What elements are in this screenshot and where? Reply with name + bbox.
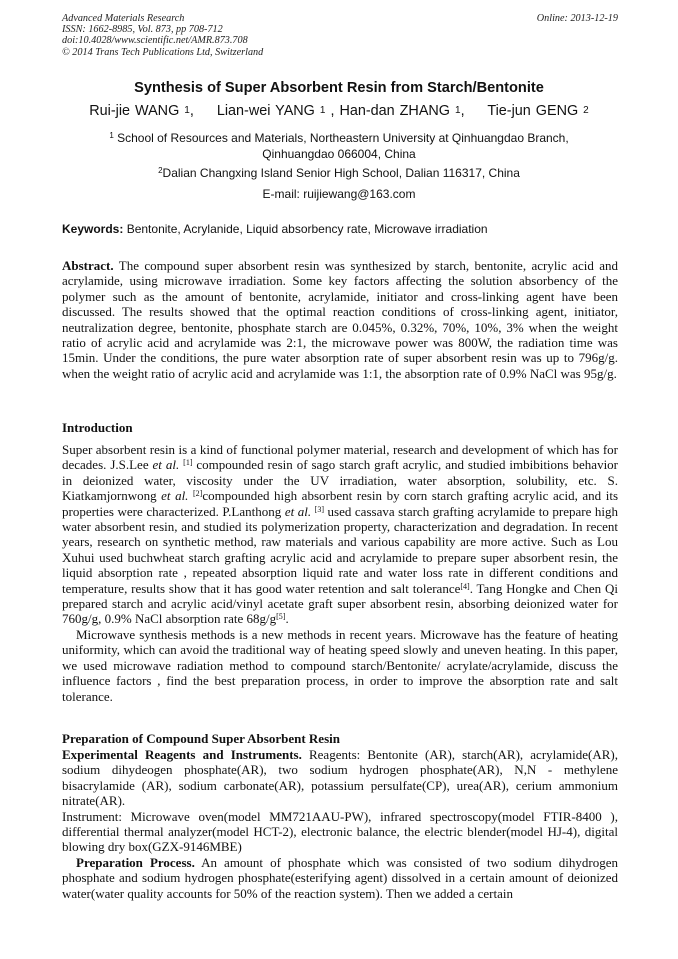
- keywords: [62, 222, 618, 236]
- intro-paragraph-1: Super absorbent resin is a kind of functional polymer material, research and development of which has for decades. J.S.Lee et al. [1] compounded resin of sago starch graft acrylic, and studied imbibitions behavior in deionized water, viscosity under the UV irradiation, water absorption, solubility, etc. S. Kiatkamjornwong et al. [2]compounded high absorbent resin by corn starch grafting acrylic acid, and its properties were characterized. P.Lanthong et al. [3] used cassava starch grafting acrylamide to prepare high water absorbent resin, and studied its polymerization property, characterization and degradation. In recent years, research on synthetic method, raw materials and various capability are more active. Such as Lou Xuhui used buchwheat starch grafting acrylic acid and acrylamide to prepare super absorbent resin, the liquid absorption rate , repeated absorption liquid rate and water loss rate in different conditions and temperature, results show that it has good water retention and salt tolerance[4]. Tang Hongke and Chen Qi prepared starch and acrylic acid/vinyl acetate graft super absorbent resin, absorbing deionized water for 760g/g, 0.9% NaCl absorption rate 68g/g[5].: [62, 442, 619, 627]
- journal-header: [62, 13, 618, 58]
- affil-line: Qinhuangdao 066004, China: [262, 147, 416, 161]
- abstract: [62, 258, 618, 381]
- affil-marker: 2: [158, 166, 163, 175]
- author-name: Rui-jie WANG: [89, 103, 180, 119]
- citation-3[interactable]: [3]: [314, 504, 324, 514]
- process-label: Preparation Process.: [76, 854, 195, 870]
- citation-5[interactable]: [5]: [276, 612, 286, 622]
- affiliation-1: [0, 130, 678, 162]
- reagents-label: Experimental Reagents and Instruments.: [62, 747, 302, 762]
- process-paragraph: Preparation Process. An amount of phosphate which was consisted of two sodium dihydrogen phosphate and sodium hydrogen phosphate(esterifying agent) dissolved in a certain amount of deionized water(water quality accounts for 50% of the reaction system). Then we added a certain: [62, 854, 618, 901]
- author-affil-marker: 2: [583, 105, 589, 116]
- author-name: Tie-jun GENG: [487, 103, 579, 119]
- journal-name: Advanced Materials Research: [62, 13, 185, 24]
- author-affil-marker: 1: [455, 105, 461, 116]
- citation-1[interactable]: [1]: [183, 458, 193, 468]
- paper-title: Synthesis of Super Absorbent Resin from Starch/Bentonite: [134, 80, 544, 96]
- author-affil-marker: 1: [319, 105, 326, 116]
- section-heading-introduction: Introduction: [62, 420, 133, 435]
- affil-line: School of Resources and Materials, Northeastern University at Qinhuangdao Branch,: [117, 131, 569, 145]
- section-heading-preparation: Preparation of Compound Super Absorbent Resin: [62, 731, 340, 746]
- affiliation-2: [0, 165, 678, 181]
- keywords-label: Keywords:: [62, 222, 124, 236]
- abstract-label: Abstract.: [62, 258, 114, 273]
- author-list: Rui-jie WANG $^1$, Lian-wei YANG $^1$ , Han-dan ZHANG $^1$, Tie-jun GENG $^2$: [89, 103, 589, 119]
- keywords-text: Bentonite, Acrylanide, Liquid absorbency rate, Microwave irradiation: [126, 222, 488, 236]
- online-date: Online: 2013-12-19: [536, 13, 618, 24]
- preparation-body: [62, 747, 618, 901]
- journal-copyright: © 2014 Trans Tech Publications Ltd, Switzerland: [62, 46, 264, 58]
- affil-marker: 1: [109, 131, 114, 140]
- intro-paragraph-2: Microwave synthesis methods is a new methods in recent years. Microwave has the feature of heating uniformity, which can avoid the traditional way of heating speed slowly and uneven heating. In this paper, we used microwave radiation method to compound starch/Bentonite/ acrylate/acrylamide, discuss the influence factors , find the best preparation process, in order to improve the absorption rate and salt tolerance.: [62, 626, 618, 704]
- introduction-body: [62, 442, 618, 704]
- citation-2[interactable]: [2]: [192, 489, 203, 499]
- corresponding-email: E-mail: ruijiewang@163.com: [262, 187, 416, 201]
- author-affil-marker: 1: [184, 105, 190, 116]
- reagents-paragraph: Experimental Reagents and Instruments. Reagents: Bentonite (AR), starch(AR), acrylamide(AR), sodium dihydeogen phosphate(AR), two sodium hydrogen phosphate(AR), N,N - methylene bisacrylamide (AR), sodium carbonate(AR), potassium persulfate(CP), urea(AR), cerium ammonium nitrate(AR).: [62, 747, 618, 809]
- author-name: Lian-wei YANG: [216, 103, 315, 119]
- affil-line: Dalian Changxing Island Senior High School, Dalian 116317, China: [162, 166, 520, 180]
- abstract-text: The compound super absorbent resin was synthesized by starch, bentonite, acrylic acid and acrylamide, using microwave irradiation. Some key factors affecting the solution absorbency of the polymer such as the amount of bentonite, acrylamide, initiator and cross-linking agent have been discussed. The results showed that the optimal reaction conditions of cross-linking agent, initiator, neutralization degree, bentonite, phosphate starch are 0.045%, 0.32%, 70%, 10%, 3% when the weight ratio of acrylic acid and acrylamide was 2:1, the microwave power was 800W, the radiation time was 15min. Under the conditions, the pure water absorption rate of super absorbent resin was up to 796g/g. when the weight ratio of acrylic acid and acrylamide was 1:1, the absorption rate of 0.9% NaCl was 95g/g.: [62, 258, 618, 381]
- journal-issn: ISSN: 1662-8985, Vol. 873, pp 708-712: [62, 24, 223, 36]
- author-name: Han-dan ZHANG: [339, 103, 451, 119]
- journal-doi: doi:10.4028/www.scientific.net/AMR.873.708: [62, 35, 248, 47]
- citation-4[interactable]: [4]: [460, 581, 470, 591]
- instrument-paragraph: Instrument: Microwave oven(model MM721AAU-PW), infrared spectroscopy(model FTIR-8400 ), differential thermal analyzer(model HCT-2), electronic balance, the electric blender(model HJ-4), digital blowing dry box(GZX-9146MBE): [62, 808, 618, 855]
